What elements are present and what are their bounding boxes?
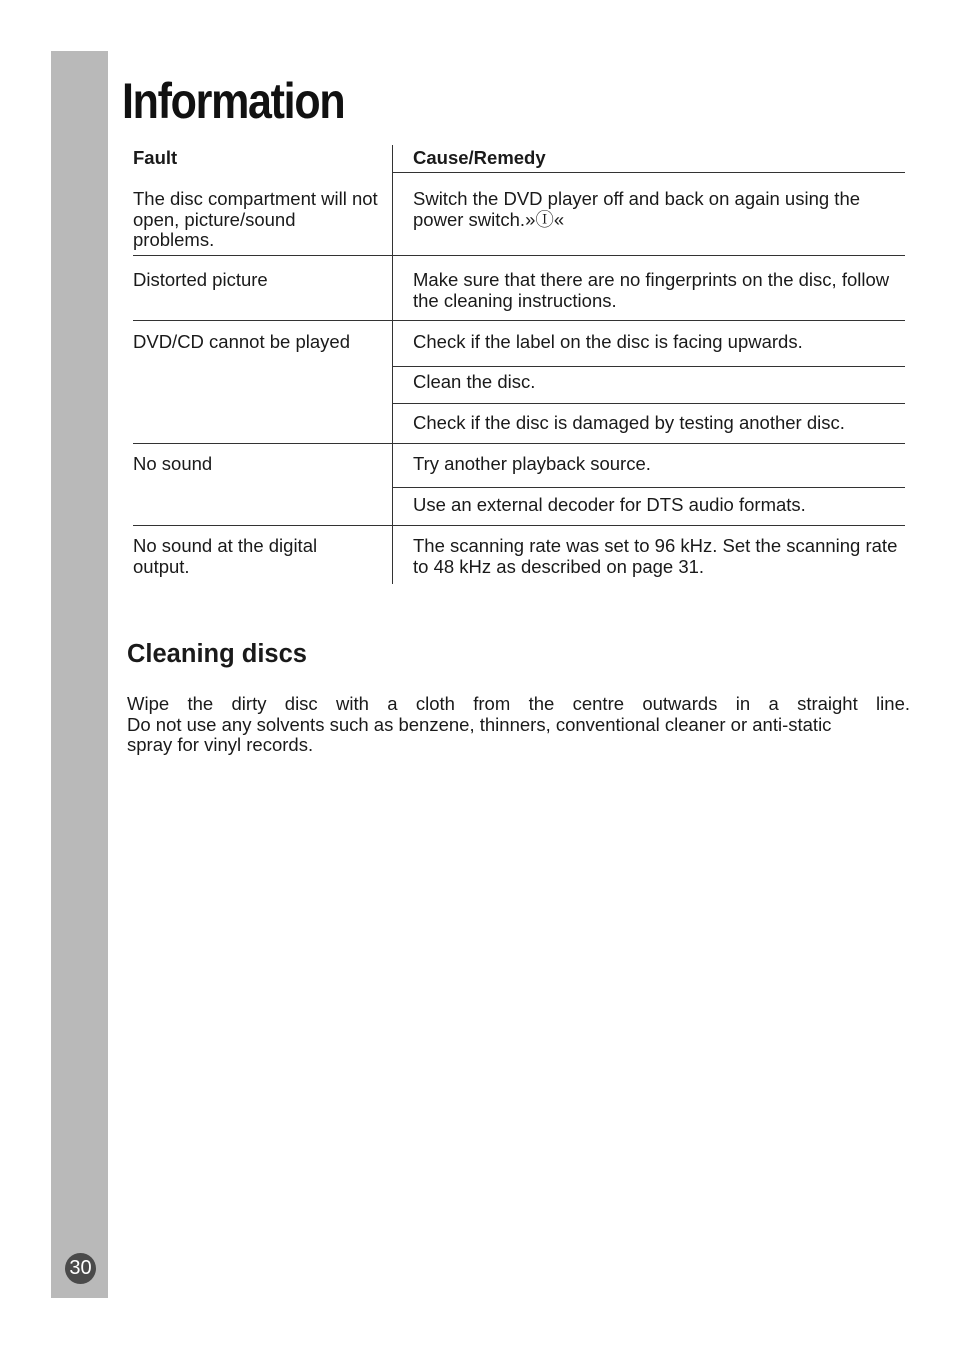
row-rule bbox=[133, 255, 905, 256]
instruction-line: Do not use any solvents such as benzene, thinners, conventional cleaner or anti-static bbox=[127, 713, 832, 735]
row-rule bbox=[133, 525, 905, 526]
instruction-line: Wipe the dirty disc with a cloth from the centre outwards in a straight line. bbox=[127, 693, 910, 714]
remedy-cell: Use an external decoder for DTS audio formats. bbox=[413, 494, 806, 515]
sub-row-rule bbox=[392, 403, 905, 404]
side-bar bbox=[51, 51, 108, 1298]
instruction-line: spray for vinyl records. bbox=[127, 734, 314, 755]
fault-cell: DVD/CD cannot be played bbox=[133, 331, 350, 352]
sub-row-rule bbox=[392, 366, 905, 367]
sub-row-rule bbox=[392, 487, 905, 488]
remedy-cell: Check if the label on the disc is facing upwards. bbox=[413, 331, 803, 352]
remedy-cell: Make sure that there are no fingerprints on the disc, follow the cleaning instructions. bbox=[413, 269, 890, 311]
header-rule bbox=[392, 172, 905, 173]
remedy-cell: Switch the DVD player off and back on again using the power switch.»Ⓘ« bbox=[413, 188, 861, 230]
page-title: Information bbox=[122, 73, 345, 129]
section-heading-cleaning: Cleaning discs bbox=[127, 640, 307, 668]
header-remedy: Cause/Remedy bbox=[413, 147, 546, 168]
header-fault: Fault bbox=[133, 147, 178, 168]
fault-cell: No sound at the digital output. bbox=[133, 535, 318, 577]
row-rule bbox=[133, 443, 905, 444]
remedy-cell: Try another playback source. bbox=[413, 453, 651, 474]
cleaning-instructions bbox=[127, 694, 910, 756]
column-divider bbox=[392, 145, 393, 584]
remedy-cell: The scanning rate was set to 96 kHz. Set the scanning rate to 48 kHz as described on page 31. bbox=[413, 535, 898, 577]
row-rule bbox=[133, 320, 905, 321]
remedy-cell: Clean the disc. bbox=[413, 371, 536, 392]
fault-cell: No sound bbox=[133, 453, 213, 474]
page-number: 30 bbox=[65, 1253, 96, 1284]
remedy-cell: Check if the disc is damaged by testing another disc. bbox=[413, 412, 845, 433]
fault-cell: The disc compartment will not open, picture/sound problems. bbox=[133, 188, 378, 250]
fault-cell: Distorted picture bbox=[133, 269, 268, 290]
